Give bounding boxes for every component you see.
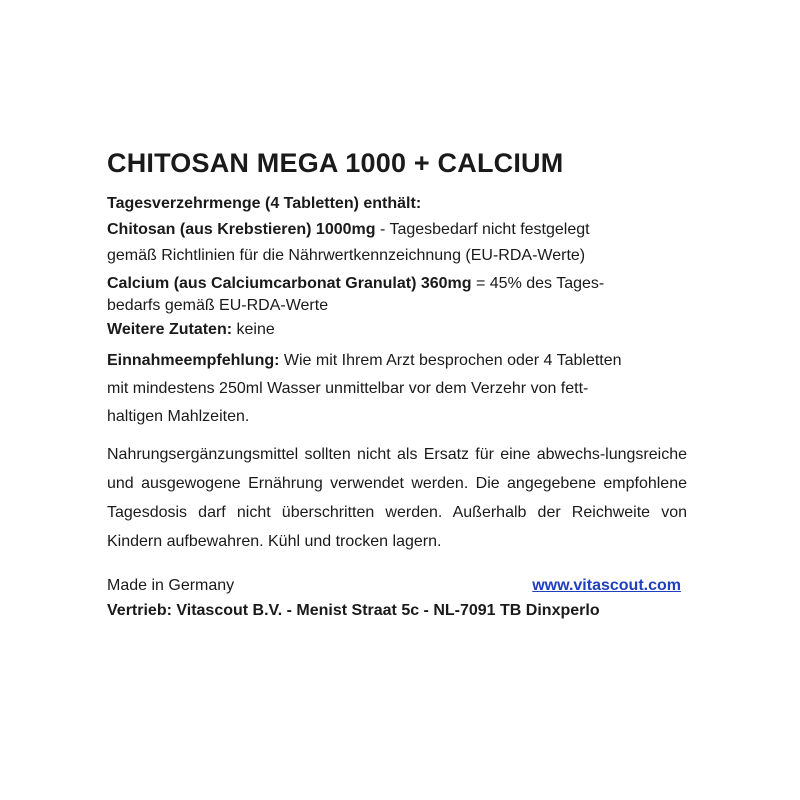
recommendation-label: Einnahmeempfehlung: <box>107 352 280 369</box>
product-title: CHITOSAN MEGA 1000 + CALCIUM <box>107 148 564 178</box>
recommendation-text-3: haltigen Mahlzeiten. <box>107 408 250 425</box>
recommendation-text-1: Wie mit Ihrem Arzt besprochen oder 4 Tabletten <box>279 352 622 369</box>
daily-intake-header: Tagesverzehrmenge (4 Tabletten) enthält: <box>107 195 422 212</box>
footer-row <box>107 574 687 598</box>
recommendation-section <box>107 347 687 431</box>
recommendation-text-2: mit mindestens 250ml Wasser unmittelbar vor dem Verzehr von fett- <box>107 380 589 397</box>
website-link[interactable]: www.vitascout.com <box>532 577 681 594</box>
made-in-text: Made in Germany <box>107 577 235 594</box>
product-label-document <box>107 148 687 624</box>
distributor-line: Vertrieb: Vitascout B.V. - Menist Straat 5c - NL-7091 TB Dinxperlo <box>107 602 600 619</box>
calcium-text-2: bedarfs gemäß EU-RDA-Werte <box>107 297 329 314</box>
ingredients-value: keine <box>232 321 275 338</box>
calcium-text-1: = 45% des Tages- <box>471 275 605 292</box>
disclaimer-paragraph: Nahrungsergänzungsmittel sollten nicht als Ersatz für eine abwechs-lungsreiche und ausgewogene Ernährung verwendet werden. Die angegebene empfohlene Tagesdosis darf nicht überschritten werden. Außerhalb der Reichweite von Kindern aufbewahren. Kühl und trocken lagern. <box>107 446 687 550</box>
ingredients-label: Weitere Zutaten: <box>107 321 233 338</box>
chitosan-text-1: - Tagesbedarf nicht festgelegt <box>375 221 590 238</box>
calcium-label: Calcium (aus Calciumcarbonat Granulat) 360mg <box>107 275 472 292</box>
chitosan-text-2: gemäß Richtlinien für die Nährwertkennzeichnung (EU-RDA-Werte) <box>107 247 586 264</box>
calcium-section <box>107 273 687 317</box>
ingredients-line <box>107 317 687 343</box>
chitosan-label: Chitosan (aus Krebstieren) 1000mg <box>107 221 376 238</box>
chitosan-section <box>107 217 687 269</box>
